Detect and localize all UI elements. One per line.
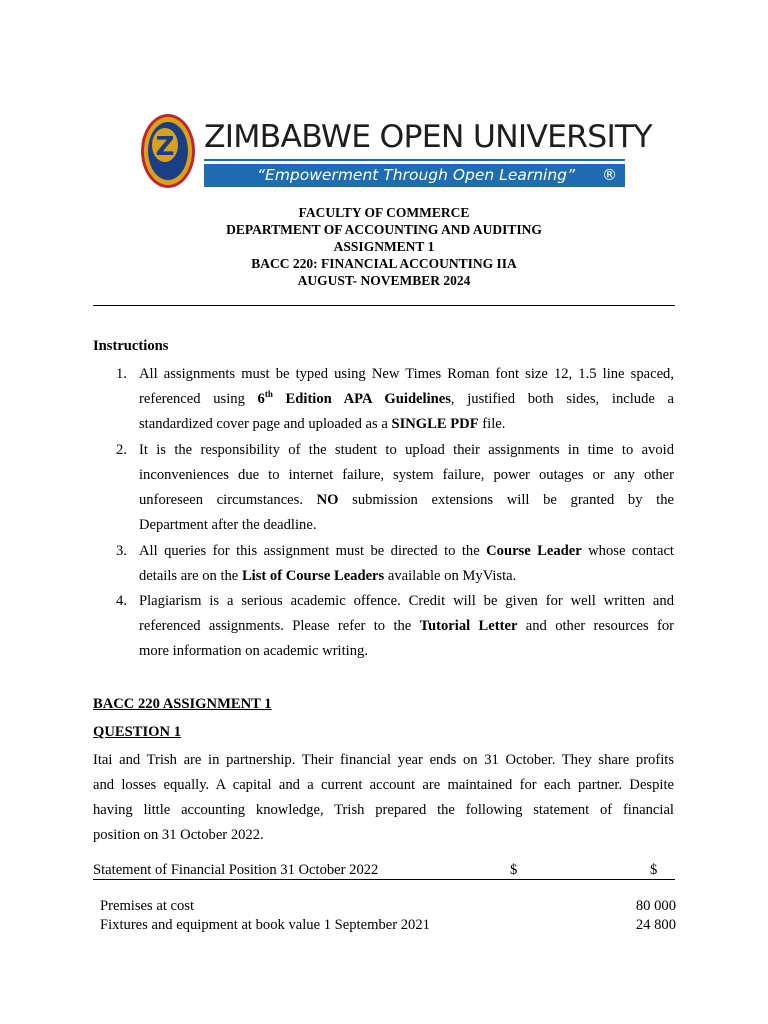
question-paragraph-line-2: and losses equally. A capital and a current account are maintained for each partner. Despite: [93, 777, 674, 793]
statement-row-label: Fixtures and equipment at book value 1 September 2021: [100, 917, 430, 933]
instructions-heading: Instructions: [93, 338, 169, 354]
slogan: “Empowerment Through Open Learning”: [257, 166, 576, 184]
instruction-3-line-2: details are on the List of Course Leaders available on MyVista.: [139, 568, 517, 584]
registered-mark: ®: [602, 166, 617, 184]
instruction-1-line-3: standardized cover page and uploaded as a SINGLE PDF file.: [139, 416, 506, 432]
assignment-heading: ASSIGNMENT 1: [333, 239, 435, 254]
instruction-1-line-2: referenced using 6th Edition APA Guidelines, justified both sides, include a: [139, 389, 674, 407]
department-heading: DEPARTMENT OF ACCOUNTING AND AUDITING: [226, 222, 542, 237]
statement-divider: [93, 879, 675, 880]
question-paragraph-line-3: having little accounting knowledge, Trish prepared the following statement of financial: [93, 802, 674, 818]
instruction-4-line-1: Plagiarism is a serious academic offence. Credit will be given for well written and: [139, 593, 674, 609]
period-heading: AUGUST- NOVEMBER 2024: [297, 273, 471, 288]
instruction-2-line-1: It is the responsibility of the student to upload their assignments in time to avoid: [139, 442, 674, 458]
university-name: ZIMBABWE OPEN UNIVERSITY: [204, 119, 652, 155]
instruction-2-line-4: Department after the deadline.: [139, 517, 317, 533]
course-heading: BACC 220: FINANCIAL ACCOUNTING IIA: [251, 256, 517, 271]
instruction-number: 1.: [116, 366, 127, 382]
question-paragraph-line-4: position on 31 October 2022.: [93, 827, 264, 843]
statement-title: Statement of Financial Position 31 October 2022: [93, 862, 379, 878]
statement-row-amount: 24 800: [635, 917, 676, 933]
instruction-number: 4.: [116, 593, 127, 609]
instruction-number: 3.: [116, 543, 127, 559]
logo-divider: [204, 159, 625, 161]
statement-column-dollar-1: $: [510, 862, 518, 878]
slogan-bar: [204, 164, 625, 187]
assignment-title: BACC 220 ASSIGNMENT 1: [93, 696, 272, 712]
header-divider: [93, 305, 675, 306]
instruction-2-line-2: inconveniences due to internet failure, system failure, power outages or any other: [139, 467, 674, 483]
faculty-heading: FACULTY OF COMMERCE: [298, 205, 470, 220]
university-logo: [141, 113, 652, 189]
instruction-3-line-1: All queries for this assignment must be directed to the Course Leader whose contact: [139, 543, 674, 559]
instruction-number: 2.: [116, 442, 127, 458]
instruction-4-line-2: referenced assignments. Please refer to the Tutorial Letter and other resources for: [139, 618, 674, 634]
instruction-2-line-3: unforeseen circumstances. NO submission extensions will be granted by the: [139, 492, 674, 508]
statement-column-dollar-2: $: [650, 862, 658, 878]
instruction-4-line-3: more information on academic writing.: [139, 643, 368, 659]
instruction-1-line-1: All assignments must be typed using New Times Roman font size 12, 1.5 line spaced,: [139, 366, 674, 382]
zou-emblem-icon: [141, 113, 197, 189]
emblem-letter: Z: [155, 132, 175, 162]
question-title: QUESTION 1: [93, 724, 181, 740]
statement-row-label: Premises at cost: [100, 898, 195, 914]
question-paragraph-line-1: Itai and Trish are in partnership. Their financial year ends on 31 October. They share profits: [93, 752, 674, 768]
statement-row-amount: 80 000: [635, 898, 676, 914]
